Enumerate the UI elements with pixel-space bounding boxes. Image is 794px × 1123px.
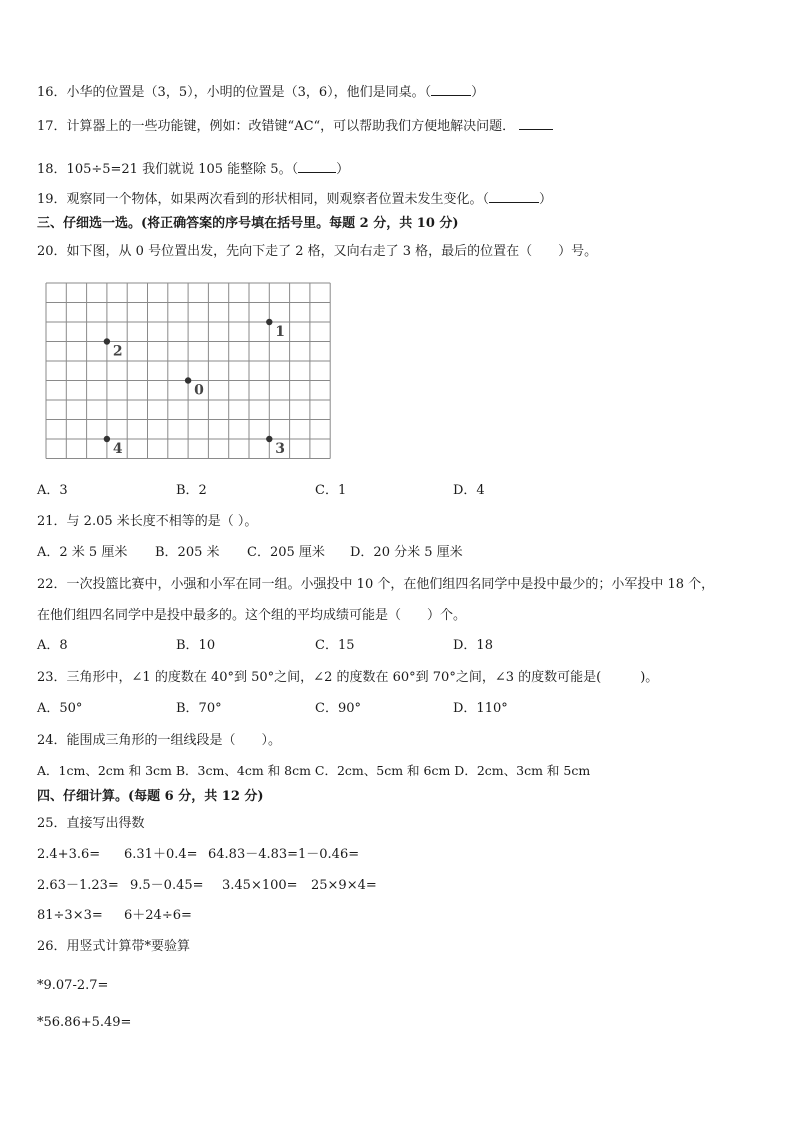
- q22-option-a[interactable]: A．8: [37, 638, 68, 653]
- question-21: 21．与 2.05 米长度不相等的是（ ）。: [37, 514, 258, 529]
- question-19: 19．观察同一个物体，如果两次看到的形状相同，则观察者位置未发生变化。（ ）: [37, 192, 553, 207]
- question-20: 20．如下图，从 0 号位置出发，先向下走了 2 格，又向右走了 3 格，最后的位置在（ ）号。: [37, 244, 598, 259]
- grid-points: [104, 319, 285, 457]
- question-25: 25．直接写出得数: [37, 816, 145, 831]
- answer-blank[interactable]: [431, 83, 471, 96]
- q23-option-b[interactable]: B．70°: [176, 701, 222, 716]
- q21-option-c[interactable]: C．205 厘米: [247, 545, 325, 560]
- q21-option-a[interactable]: A．2 米 5 厘米: [37, 545, 128, 560]
- answer-blank[interactable]: [489, 190, 539, 203]
- answer-blank[interactable]: [298, 160, 336, 173]
- answer-blank[interactable]: [519, 117, 553, 130]
- q25-expr: 2.4+3.6=: [37, 847, 101, 862]
- section-3-heading: 三、仔细选一选。(将正确答案的序号填在括号里。每题 2 分，共 10 分): [37, 216, 459, 231]
- grid-point-2: [104, 338, 110, 344]
- grid-point-label: 0: [194, 382, 204, 399]
- q20-option-c[interactable]: C．1: [315, 483, 347, 498]
- grid-point-1: [266, 319, 272, 325]
- q22-option-d[interactable]: D．18: [453, 638, 493, 653]
- grid-figure: [42, 280, 332, 462]
- grid-point-label: 1: [275, 324, 286, 340]
- q23-option-d[interactable]: D．110°: [453, 701, 508, 716]
- q21-option-d[interactable]: D．20 分米 5 厘米: [350, 545, 463, 560]
- q25-expr: 9.5－0.45=: [130, 878, 204, 893]
- grid-point-4: [104, 436, 110, 442]
- q23-option-c[interactable]: C．90°: [315, 701, 361, 716]
- grid-point-label: 3: [275, 441, 286, 457]
- question-22-line-1: 22．一次投篮比赛中，小强和小军在同一组。小强投中 10 个，在他们组四名同学中是投中最少的；小军投中 18 个，: [37, 577, 715, 592]
- q25-expr: 3.45×100=: [222, 878, 298, 893]
- grid-point-label: 4: [112, 441, 123, 457]
- q26-expr-b: *56.86+5.49=: [37, 1015, 132, 1030]
- grid-lines: [46, 283, 330, 459]
- question-26: 26．用竖式计算带*要验算: [37, 939, 191, 954]
- q22-option-b[interactable]: B．10: [176, 638, 216, 653]
- q24-options[interactable]: A．1cm、2cm 和 3cm B．3cm、4cm 和 8cm C．2cm、5cm 和 6cm D．2cm、3cm 和 5cm: [37, 763, 591, 778]
- q25-expr: 25×9×4=: [311, 878, 377, 893]
- question-23: 23．三角形中，∠1 的度数在 40°到 50°之间，∠2 的度数在 60°到 70°之间，∠3 的度数可能是( )。: [37, 670, 659, 685]
- q25-expr: 6.31＋0.4=: [124, 847, 198, 862]
- question-24: 24．能围成三角形的一组线段是（ ）。: [37, 733, 282, 748]
- grid-point-0: [185, 377, 191, 383]
- q23-option-a[interactable]: A．50°: [37, 701, 83, 716]
- q21-option-b[interactable]: B．205 米: [155, 545, 220, 560]
- q20-option-a[interactable]: A．3: [37, 483, 68, 498]
- section-4-heading: 四、仔细计算。(每题 6 分，共 12 分): [37, 789, 264, 804]
- question-18: 18．105÷5=21 我们就说 105 能整除 5。（ ）: [37, 162, 350, 177]
- q20-option-b[interactable]: B．2: [176, 483, 207, 498]
- q20-option-d[interactable]: D．4: [453, 483, 485, 498]
- question-17: 17．计算器上的一些功能键，例如：改错键“AC“，可以帮助我们方便地解决问题．: [37, 117, 553, 136]
- q25-expr: 2.63－1.23=: [37, 878, 119, 893]
- q25-expr: 81÷3×3=: [37, 908, 103, 923]
- grid-point-label: 2: [112, 343, 123, 360]
- grid-point-3: [266, 436, 272, 442]
- q25-expr: 64.83－4.83=: [208, 847, 299, 862]
- q26-expr-a: *9.07-2.7=: [37, 978, 109, 993]
- question-16: 16．小华的位置是（3，5），小明的位置是（3，6），他们是同桌。（ ）: [37, 85, 485, 100]
- q25-expr: 1－0.46=: [298, 847, 360, 862]
- q22-option-c[interactable]: C．15: [315, 638, 355, 653]
- q25-expr: 6＋24÷6=: [124, 908, 192, 923]
- question-22-line-2: 在他们组四名同学中是投中最多的。这个组的平均成绩可能是（ ）个。: [37, 608, 467, 623]
